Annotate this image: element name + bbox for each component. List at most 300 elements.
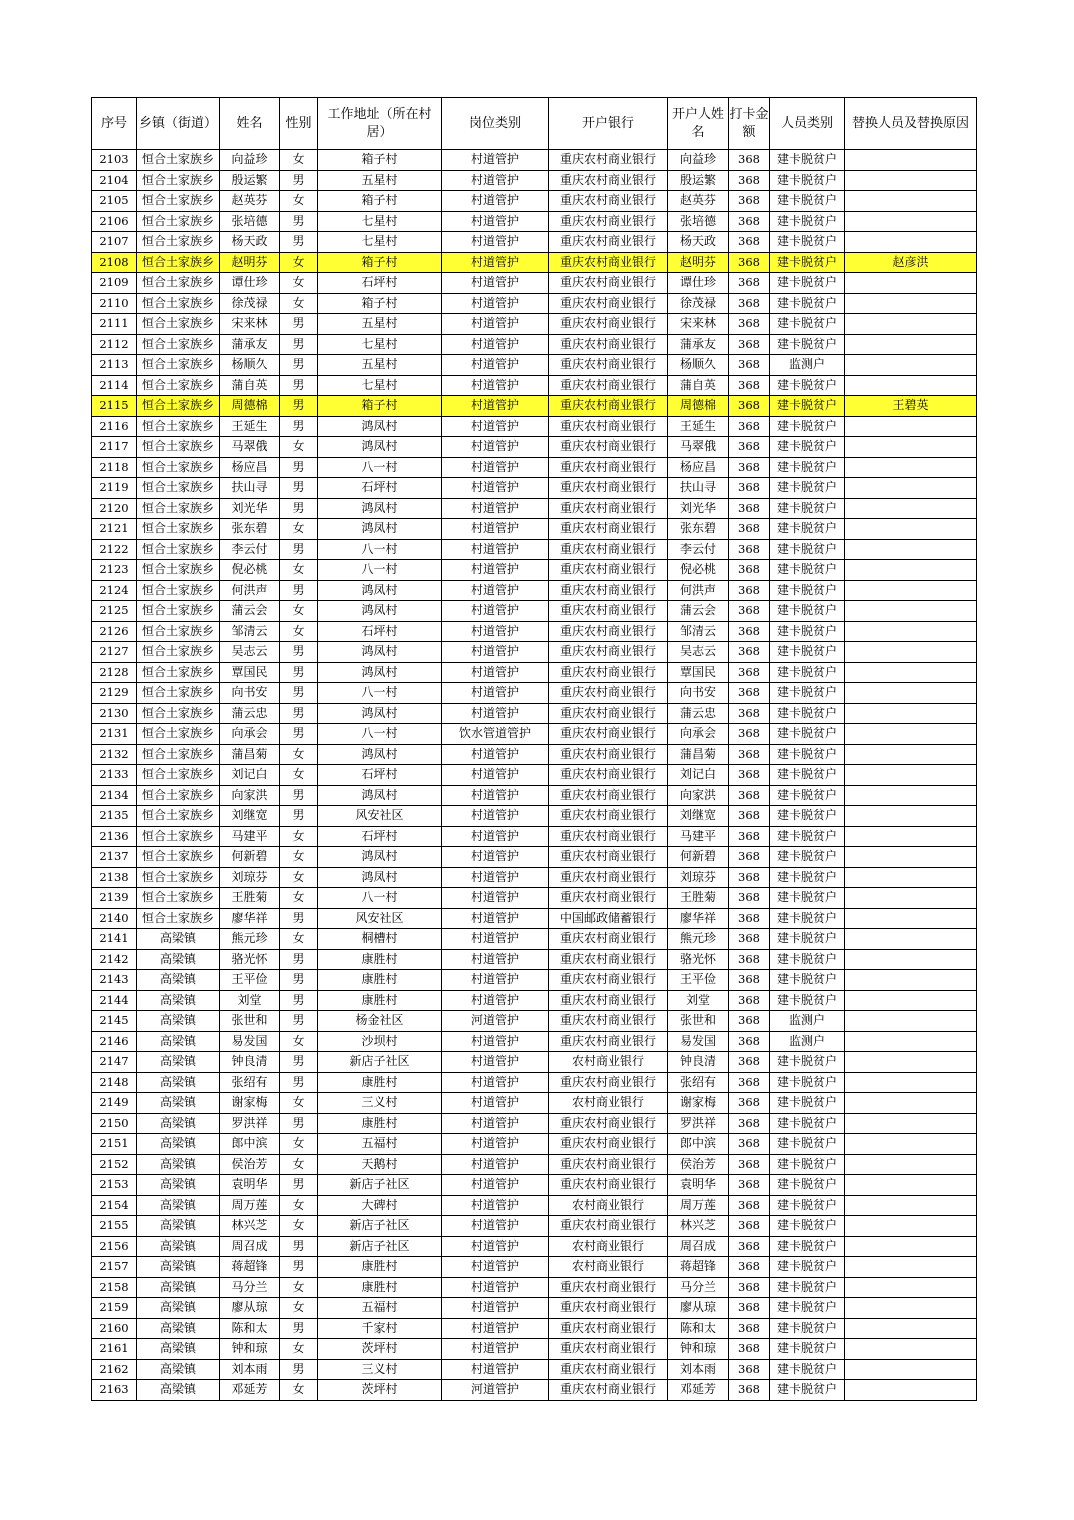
table-body bbox=[92, 150, 977, 1401]
address-cell: 风安社区 bbox=[318, 806, 442, 827]
address-cell: 新店子社区 bbox=[318, 1216, 442, 1237]
post-cell: 村道管护 bbox=[442, 314, 549, 335]
table-row bbox=[92, 478, 977, 499]
table-row bbox=[92, 1257, 977, 1278]
name-cell: 蒲昌菊 bbox=[220, 744, 280, 765]
gender-cell: 女 bbox=[280, 273, 318, 294]
replace-cell bbox=[845, 621, 977, 642]
amount-cell: 368 bbox=[729, 949, 770, 970]
gender-cell: 男 bbox=[280, 642, 318, 663]
replace-cell bbox=[845, 314, 977, 335]
name-cell: 钟良清 bbox=[220, 1052, 280, 1073]
amount-cell: 368 bbox=[729, 191, 770, 212]
holder-cell: 罗洪祥 bbox=[668, 1113, 729, 1134]
amount-cell: 368 bbox=[729, 437, 770, 458]
category-cell: 建卡脱贫户 bbox=[770, 765, 845, 786]
address-cell: 箱子村 bbox=[318, 150, 442, 171]
replace-cell bbox=[845, 1134, 977, 1155]
amount-cell: 368 bbox=[729, 765, 770, 786]
table-row bbox=[92, 437, 977, 458]
table-row bbox=[92, 929, 977, 950]
gender-cell: 男 bbox=[280, 1072, 318, 1093]
holder-cell: 袁明华 bbox=[668, 1175, 729, 1196]
amount-cell: 368 bbox=[729, 703, 770, 724]
category-cell: 建卡脱贫户 bbox=[770, 1257, 845, 1278]
header-address: 工作地址（所在村居） bbox=[318, 98, 442, 150]
category-cell: 建卡脱贫户 bbox=[770, 273, 845, 294]
header-amount: 打卡金额 bbox=[729, 98, 770, 150]
replace-cell bbox=[845, 642, 977, 663]
address-cell: 康胜村 bbox=[318, 1257, 442, 1278]
holder-cell: 李云付 bbox=[668, 539, 729, 560]
gender-cell: 男 bbox=[280, 662, 318, 683]
seq-cell: 2127 bbox=[92, 642, 137, 663]
name-cell: 吴志云 bbox=[220, 642, 280, 663]
gender-cell: 男 bbox=[280, 539, 318, 560]
seq-cell: 2118 bbox=[92, 457, 137, 478]
category-cell: 建卡脱贫户 bbox=[770, 437, 845, 458]
replace-cell bbox=[845, 929, 977, 950]
replace-cell bbox=[845, 457, 977, 478]
category-cell: 建卡脱贫户 bbox=[770, 826, 845, 847]
post-cell: 村道管护 bbox=[442, 232, 549, 253]
category-cell: 建卡脱贫户 bbox=[770, 252, 845, 273]
seq-cell: 2139 bbox=[92, 888, 137, 909]
post-cell: 村道管护 bbox=[442, 1031, 549, 1052]
post-cell: 村道管护 bbox=[442, 273, 549, 294]
bank-cell: 重庆农村商业银行 bbox=[549, 785, 668, 806]
replace-cell bbox=[845, 580, 977, 601]
bank-cell: 重庆农村商业银行 bbox=[549, 1113, 668, 1134]
replace-cell bbox=[845, 601, 977, 622]
town-cell: 高梁镇 bbox=[137, 1277, 220, 1298]
gender-cell: 男 bbox=[280, 1011, 318, 1032]
category-cell: 建卡脱贫户 bbox=[770, 1154, 845, 1175]
post-cell: 村道管护 bbox=[442, 990, 549, 1011]
address-cell: 鸿凤村 bbox=[318, 744, 442, 765]
address-cell: 箱子村 bbox=[318, 293, 442, 314]
table-row bbox=[92, 539, 977, 560]
table-row bbox=[92, 519, 977, 540]
category-cell: 建卡脱贫户 bbox=[770, 314, 845, 335]
category-cell: 建卡脱贫户 bbox=[770, 1216, 845, 1237]
town-cell: 恒合土家族乡 bbox=[137, 478, 220, 499]
holder-cell: 蒲云忠 bbox=[668, 703, 729, 724]
category-cell: 建卡脱贫户 bbox=[770, 1093, 845, 1114]
amount-cell: 368 bbox=[729, 416, 770, 437]
bank-cell: 重庆农村商业银行 bbox=[549, 498, 668, 519]
seq-cell: 2151 bbox=[92, 1134, 137, 1155]
post-cell: 村道管护 bbox=[442, 1277, 549, 1298]
post-cell: 村道管护 bbox=[442, 396, 549, 417]
table-row bbox=[92, 334, 977, 355]
table-row bbox=[92, 826, 977, 847]
name-cell: 廖华祥 bbox=[220, 908, 280, 929]
gender-cell: 女 bbox=[280, 847, 318, 868]
gender-cell: 男 bbox=[280, 355, 318, 376]
table-row bbox=[92, 642, 977, 663]
holder-cell: 邹清云 bbox=[668, 621, 729, 642]
table-row bbox=[92, 765, 977, 786]
name-cell: 殷运繁 bbox=[220, 170, 280, 191]
seq-cell: 2114 bbox=[92, 375, 137, 396]
data-table bbox=[91, 97, 977, 1401]
replace-cell bbox=[845, 724, 977, 745]
post-cell: 村道管护 bbox=[442, 908, 549, 929]
replace-cell bbox=[845, 806, 977, 827]
address-cell: 石坪村 bbox=[318, 621, 442, 642]
town-cell: 恒合土家族乡 bbox=[137, 191, 220, 212]
table-row bbox=[92, 1011, 977, 1032]
category-cell: 建卡脱贫户 bbox=[770, 457, 845, 478]
seq-cell: 2141 bbox=[92, 929, 137, 950]
amount-cell: 368 bbox=[729, 662, 770, 683]
amount-cell: 368 bbox=[729, 1072, 770, 1093]
seq-cell: 2159 bbox=[92, 1298, 137, 1319]
name-cell: 郎中滨 bbox=[220, 1134, 280, 1155]
seq-cell: 2104 bbox=[92, 170, 137, 191]
bank-cell: 重庆农村商业银行 bbox=[549, 929, 668, 950]
category-cell: 建卡脱贫户 bbox=[770, 1113, 845, 1134]
town-cell: 高梁镇 bbox=[137, 949, 220, 970]
replace-cell bbox=[845, 785, 977, 806]
amount-cell: 368 bbox=[729, 1011, 770, 1032]
amount-cell: 368 bbox=[729, 888, 770, 909]
post-cell: 村道管护 bbox=[442, 888, 549, 909]
category-cell: 建卡脱贫户 bbox=[770, 662, 845, 683]
replace-cell bbox=[845, 826, 977, 847]
category-cell: 建卡脱贫户 bbox=[770, 498, 845, 519]
name-cell: 李云付 bbox=[220, 539, 280, 560]
amount-cell: 368 bbox=[729, 580, 770, 601]
bank-cell: 重庆农村商业银行 bbox=[549, 621, 668, 642]
replace-cell bbox=[845, 273, 977, 294]
post-cell: 村道管护 bbox=[442, 293, 549, 314]
name-cell: 邓延芳 bbox=[220, 1380, 280, 1401]
name-cell: 杨顺久 bbox=[220, 355, 280, 376]
bank-cell: 重庆农村商业银行 bbox=[549, 560, 668, 581]
seq-cell: 2161 bbox=[92, 1339, 137, 1360]
seq-cell: 2111 bbox=[92, 314, 137, 335]
address-cell: 三义村 bbox=[318, 1093, 442, 1114]
gender-cell: 女 bbox=[280, 252, 318, 273]
post-cell: 村道管护 bbox=[442, 1318, 549, 1339]
address-cell: 新店子社区 bbox=[318, 1175, 442, 1196]
post-cell: 村道管护 bbox=[442, 1093, 549, 1114]
category-cell: 建卡脱贫户 bbox=[770, 232, 845, 253]
town-cell: 高梁镇 bbox=[137, 1175, 220, 1196]
seq-cell: 2124 bbox=[92, 580, 137, 601]
address-cell: 鸿凤村 bbox=[318, 601, 442, 622]
gender-cell: 女 bbox=[280, 1134, 318, 1155]
category-cell: 建卡脱贫户 bbox=[770, 478, 845, 499]
address-cell: 五星村 bbox=[318, 355, 442, 376]
table-row bbox=[92, 560, 977, 581]
name-cell: 蒲云忠 bbox=[220, 703, 280, 724]
amount-cell: 368 bbox=[729, 396, 770, 417]
holder-cell: 周德棉 bbox=[668, 396, 729, 417]
category-cell: 建卡脱贫户 bbox=[770, 642, 845, 663]
category-cell: 建卡脱贫户 bbox=[770, 170, 845, 191]
gender-cell: 男 bbox=[280, 314, 318, 335]
bank-cell: 农村商业银行 bbox=[549, 1257, 668, 1278]
seq-cell: 2154 bbox=[92, 1195, 137, 1216]
name-cell: 蒋超锋 bbox=[220, 1257, 280, 1278]
seq-cell: 2109 bbox=[92, 273, 137, 294]
name-cell: 向益珍 bbox=[220, 150, 280, 171]
seq-cell: 2138 bbox=[92, 867, 137, 888]
name-cell: 林兴芝 bbox=[220, 1216, 280, 1237]
address-cell: 八一村 bbox=[318, 457, 442, 478]
town-cell: 高梁镇 bbox=[137, 1093, 220, 1114]
category-cell: 建卡脱贫户 bbox=[770, 1175, 845, 1196]
address-cell: 天鹅村 bbox=[318, 1154, 442, 1175]
post-cell: 村道管护 bbox=[442, 744, 549, 765]
town-cell: 恒合土家族乡 bbox=[137, 621, 220, 642]
replace-cell bbox=[845, 1113, 977, 1134]
name-cell: 罗洪祥 bbox=[220, 1113, 280, 1134]
address-cell: 七星村 bbox=[318, 375, 442, 396]
bank-cell: 农村商业银行 bbox=[549, 1236, 668, 1257]
table-row bbox=[92, 1277, 977, 1298]
address-cell: 沙坝村 bbox=[318, 1031, 442, 1052]
name-cell: 王胜菊 bbox=[220, 888, 280, 909]
bank-cell: 重庆农村商业银行 bbox=[549, 191, 668, 212]
seq-cell: 2131 bbox=[92, 724, 137, 745]
holder-cell: 蒲昌菊 bbox=[668, 744, 729, 765]
bank-cell: 重庆农村商业银行 bbox=[549, 437, 668, 458]
holder-cell: 扶山寻 bbox=[668, 478, 729, 499]
town-cell: 恒合土家族乡 bbox=[137, 293, 220, 314]
holder-cell: 王平俭 bbox=[668, 970, 729, 991]
holder-cell: 骆光怀 bbox=[668, 949, 729, 970]
category-cell: 建卡脱贫户 bbox=[770, 970, 845, 991]
name-cell: 刘光华 bbox=[220, 498, 280, 519]
category-cell: 建卡脱贫户 bbox=[770, 1134, 845, 1155]
address-cell: 风安社区 bbox=[318, 908, 442, 929]
name-cell: 熊元珍 bbox=[220, 929, 280, 950]
amount-cell: 368 bbox=[729, 1093, 770, 1114]
replace-cell bbox=[845, 519, 977, 540]
town-cell: 恒合土家族乡 bbox=[137, 785, 220, 806]
bank-cell: 农村商业银行 bbox=[549, 1052, 668, 1073]
amount-cell: 368 bbox=[729, 519, 770, 540]
amount-cell: 368 bbox=[729, 867, 770, 888]
name-cell: 侯治芳 bbox=[220, 1154, 280, 1175]
category-cell: 建卡脱贫户 bbox=[770, 1277, 845, 1298]
address-cell: 五福村 bbox=[318, 1134, 442, 1155]
address-cell: 大碑村 bbox=[318, 1195, 442, 1216]
name-cell: 张世和 bbox=[220, 1011, 280, 1032]
replace-cell bbox=[845, 1093, 977, 1114]
amount-cell: 368 bbox=[729, 744, 770, 765]
table-row bbox=[92, 1031, 977, 1052]
town-cell: 恒合土家族乡 bbox=[137, 519, 220, 540]
holder-cell: 马分兰 bbox=[668, 1277, 729, 1298]
post-cell: 村道管护 bbox=[442, 519, 549, 540]
bank-cell: 重庆农村商业银行 bbox=[549, 273, 668, 294]
town-cell: 恒合土家族乡 bbox=[137, 170, 220, 191]
table-row bbox=[92, 1195, 977, 1216]
bank-cell: 重庆农村商业银行 bbox=[549, 539, 668, 560]
post-cell: 村道管护 bbox=[442, 580, 549, 601]
category-cell: 建卡脱贫户 bbox=[770, 519, 845, 540]
post-cell: 村道管护 bbox=[442, 1052, 549, 1073]
table-row bbox=[92, 621, 977, 642]
name-cell: 张培德 bbox=[220, 211, 280, 232]
table-row bbox=[92, 1113, 977, 1134]
seq-cell: 2160 bbox=[92, 1318, 137, 1339]
replace-cell bbox=[845, 211, 977, 232]
seq-cell: 2117 bbox=[92, 437, 137, 458]
town-cell: 恒合土家族乡 bbox=[137, 847, 220, 868]
amount-cell: 368 bbox=[729, 1277, 770, 1298]
bank-cell: 重庆农村商业银行 bbox=[549, 580, 668, 601]
address-cell: 杨金社区 bbox=[318, 1011, 442, 1032]
holder-cell: 林兴芝 bbox=[668, 1216, 729, 1237]
town-cell: 恒合土家族乡 bbox=[137, 314, 220, 335]
category-cell: 建卡脱贫户 bbox=[770, 1380, 845, 1401]
holder-cell: 刘记白 bbox=[668, 765, 729, 786]
bank-cell: 重庆农村商业银行 bbox=[549, 1175, 668, 1196]
town-cell: 恒合土家族乡 bbox=[137, 908, 220, 929]
name-cell: 向书安 bbox=[220, 683, 280, 704]
seq-cell: 2152 bbox=[92, 1154, 137, 1175]
table-row bbox=[92, 847, 977, 868]
name-cell: 向承会 bbox=[220, 724, 280, 745]
gender-cell: 男 bbox=[280, 970, 318, 991]
address-cell: 鸿凤村 bbox=[318, 662, 442, 683]
table-row bbox=[92, 1236, 977, 1257]
town-cell: 恒合土家族乡 bbox=[137, 724, 220, 745]
town-cell: 高梁镇 bbox=[137, 1134, 220, 1155]
post-cell: 村道管护 bbox=[442, 1175, 549, 1196]
holder-cell: 邓延芳 bbox=[668, 1380, 729, 1401]
table-row bbox=[92, 744, 977, 765]
name-cell: 蒲承友 bbox=[220, 334, 280, 355]
header-town: 乡镇（街道） bbox=[137, 98, 220, 150]
gender-cell: 男 bbox=[280, 232, 318, 253]
category-cell: 建卡脱贫户 bbox=[770, 539, 845, 560]
replace-cell bbox=[845, 355, 977, 376]
address-cell: 五星村 bbox=[318, 314, 442, 335]
post-cell: 村道管护 bbox=[442, 642, 549, 663]
address-cell: 茨坪村 bbox=[318, 1380, 442, 1401]
amount-cell: 368 bbox=[729, 642, 770, 663]
gender-cell: 女 bbox=[280, 1339, 318, 1360]
gender-cell: 男 bbox=[280, 908, 318, 929]
category-cell: 建卡脱贫户 bbox=[770, 929, 845, 950]
category-cell: 建卡脱贫户 bbox=[770, 847, 845, 868]
seq-cell: 2149 bbox=[92, 1093, 137, 1114]
post-cell: 村道管护 bbox=[442, 1257, 549, 1278]
address-cell: 石坪村 bbox=[318, 765, 442, 786]
gender-cell: 男 bbox=[280, 416, 318, 437]
seq-cell: 2129 bbox=[92, 683, 137, 704]
holder-cell: 向家洪 bbox=[668, 785, 729, 806]
seq-cell: 2147 bbox=[92, 1052, 137, 1073]
table-row bbox=[92, 1380, 977, 1401]
seq-cell: 2158 bbox=[92, 1277, 137, 1298]
holder-cell: 谢家梅 bbox=[668, 1093, 729, 1114]
gender-cell: 男 bbox=[280, 396, 318, 417]
table-row bbox=[92, 580, 977, 601]
town-cell: 恒合土家族乡 bbox=[137, 662, 220, 683]
holder-cell: 刘光华 bbox=[668, 498, 729, 519]
table-row bbox=[92, 601, 977, 622]
address-cell: 康胜村 bbox=[318, 1113, 442, 1134]
address-cell: 千家村 bbox=[318, 1318, 442, 1339]
address-cell: 新店子社区 bbox=[318, 1052, 442, 1073]
holder-cell: 杨顺久 bbox=[668, 355, 729, 376]
town-cell: 恒合土家族乡 bbox=[137, 601, 220, 622]
post-cell: 村道管护 bbox=[442, 703, 549, 724]
gender-cell: 女 bbox=[280, 519, 318, 540]
replace-cell bbox=[845, 170, 977, 191]
bank-cell: 重庆农村商业银行 bbox=[549, 683, 668, 704]
gender-cell: 女 bbox=[280, 1298, 318, 1319]
gender-cell: 男 bbox=[280, 498, 318, 519]
holder-cell: 向承会 bbox=[668, 724, 729, 745]
town-cell: 恒合土家族乡 bbox=[137, 211, 220, 232]
header-gender: 性别 bbox=[280, 98, 318, 150]
town-cell: 恒合土家族乡 bbox=[137, 437, 220, 458]
replace-cell: 王碧英 bbox=[845, 396, 977, 417]
bank-cell: 重庆农村商业银行 bbox=[549, 949, 668, 970]
replace-cell: 赵彦洪 bbox=[845, 252, 977, 273]
holder-cell: 郎中滨 bbox=[668, 1134, 729, 1155]
name-cell: 蒲自英 bbox=[220, 375, 280, 396]
seq-cell: 2146 bbox=[92, 1031, 137, 1052]
bank-cell: 重庆农村商业银行 bbox=[549, 457, 668, 478]
replace-cell bbox=[845, 498, 977, 519]
town-cell: 高梁镇 bbox=[137, 1072, 220, 1093]
town-cell: 高梁镇 bbox=[137, 990, 220, 1011]
bank-cell: 重庆农村商业银行 bbox=[549, 416, 668, 437]
town-cell: 高梁镇 bbox=[137, 1195, 220, 1216]
header-holder: 开户人姓名 bbox=[668, 98, 729, 150]
name-cell: 易发国 bbox=[220, 1031, 280, 1052]
replace-cell bbox=[845, 1236, 977, 1257]
post-cell: 村道管护 bbox=[442, 1236, 549, 1257]
post-cell: 村道管护 bbox=[442, 867, 549, 888]
replace-cell bbox=[845, 1031, 977, 1052]
table-row bbox=[92, 970, 977, 991]
bank-cell: 重庆农村商业银行 bbox=[549, 867, 668, 888]
town-cell: 高梁镇 bbox=[137, 1298, 220, 1319]
name-cell: 刘琼芬 bbox=[220, 867, 280, 888]
amount-cell: 368 bbox=[729, 929, 770, 950]
name-cell: 钟和琼 bbox=[220, 1339, 280, 1360]
amount-cell: 368 bbox=[729, 232, 770, 253]
holder-cell: 吴志云 bbox=[668, 642, 729, 663]
post-cell: 村道管护 bbox=[442, 1195, 549, 1216]
address-cell: 七星村 bbox=[318, 232, 442, 253]
address-cell: 石坪村 bbox=[318, 478, 442, 499]
table-row bbox=[92, 1175, 977, 1196]
name-cell: 刘继宽 bbox=[220, 806, 280, 827]
amount-cell: 368 bbox=[729, 150, 770, 171]
amount-cell: 368 bbox=[729, 211, 770, 232]
address-cell: 鸿凤村 bbox=[318, 847, 442, 868]
category-cell: 建卡脱贫户 bbox=[770, 191, 845, 212]
holder-cell: 蒲云会 bbox=[668, 601, 729, 622]
gender-cell: 女 bbox=[280, 888, 318, 909]
amount-cell: 368 bbox=[729, 334, 770, 355]
replace-cell bbox=[845, 1195, 977, 1216]
replace-cell bbox=[845, 1359, 977, 1380]
address-cell: 七星村 bbox=[318, 211, 442, 232]
